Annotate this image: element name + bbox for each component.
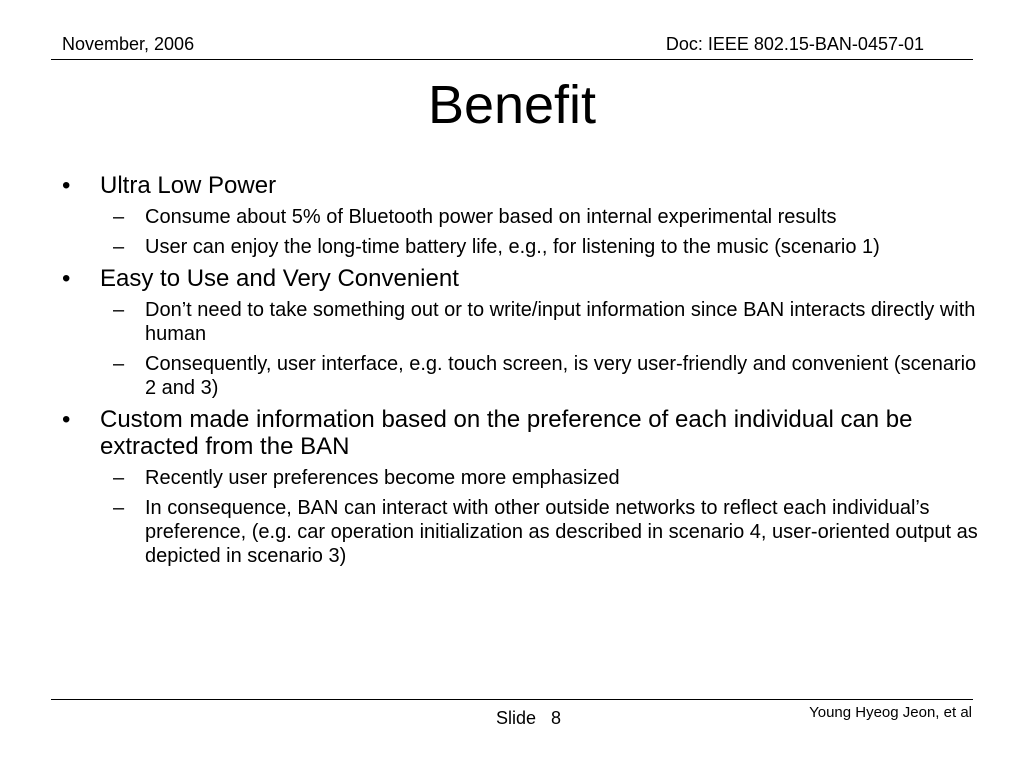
sub-bullet-text: Don’t need to take something out or to write/input information since BAN interacts directly with human xyxy=(145,299,976,345)
sub-bullet-item xyxy=(62,298,982,346)
sub-bullet-marker: – xyxy=(113,299,125,321)
bullet-item xyxy=(62,406,982,460)
sub-bullet-text: Recently user preferences become more emphasized xyxy=(145,467,620,489)
bullet-text: Custom made information based on the preference of each individual can be extracted from the BAN xyxy=(100,406,913,460)
header-doc-id: Doc: IEEE 802.15-BAN-0457-01 xyxy=(665,34,924,54)
bullet-marker: • xyxy=(62,172,71,199)
bullet-text: Easy to Use and Very Convenient xyxy=(100,265,459,292)
sub-bullet-marker: – xyxy=(113,206,125,228)
slide-body xyxy=(62,172,982,574)
footer-divider xyxy=(51,699,973,700)
sub-bullet-text: User can enjoy the long-time battery life, e.g., for listening to the music (scenario 1) xyxy=(145,236,880,258)
sub-bullet-item xyxy=(62,496,982,568)
sub-bullet-item xyxy=(62,235,982,259)
sub-bullet-text: In consequence, BAN can interact with other outside networks to reflect each individual’s preference, (e.g. car operation initialization as described in scenario 4, user-oriented output as depicted in scenario 3) xyxy=(145,497,978,567)
bullet-item xyxy=(62,172,982,199)
sub-bullet-marker: – xyxy=(113,497,125,519)
header-date: November, 2006 xyxy=(62,34,195,54)
sub-bullet-marker: – xyxy=(113,467,125,489)
slide-title: Benefit xyxy=(427,75,597,135)
bullet-text: Ultra Low Power xyxy=(100,172,277,199)
header-divider xyxy=(51,59,973,60)
bullet-item xyxy=(62,265,982,292)
sub-bullet-marker: – xyxy=(113,353,125,375)
footer-author: Young Hyeog Jeon, et al xyxy=(809,704,972,721)
sub-bullet-item xyxy=(62,352,982,400)
sub-bullet-marker: – xyxy=(113,236,125,258)
sub-bullet-item xyxy=(62,466,982,490)
bullet-marker: • xyxy=(62,265,71,292)
sub-bullet-item xyxy=(62,205,982,229)
sub-bullet-text: Consequently, user interface, e.g. touch screen, is very user-friendly and convenient (scenario 2 and 3) xyxy=(145,353,977,399)
sub-bullet-text: Consume about 5% of Bluetooth power based on internal experimental results xyxy=(145,206,837,228)
slide-number: Slide 8 xyxy=(496,708,562,728)
bullet-marker: • xyxy=(62,406,71,433)
